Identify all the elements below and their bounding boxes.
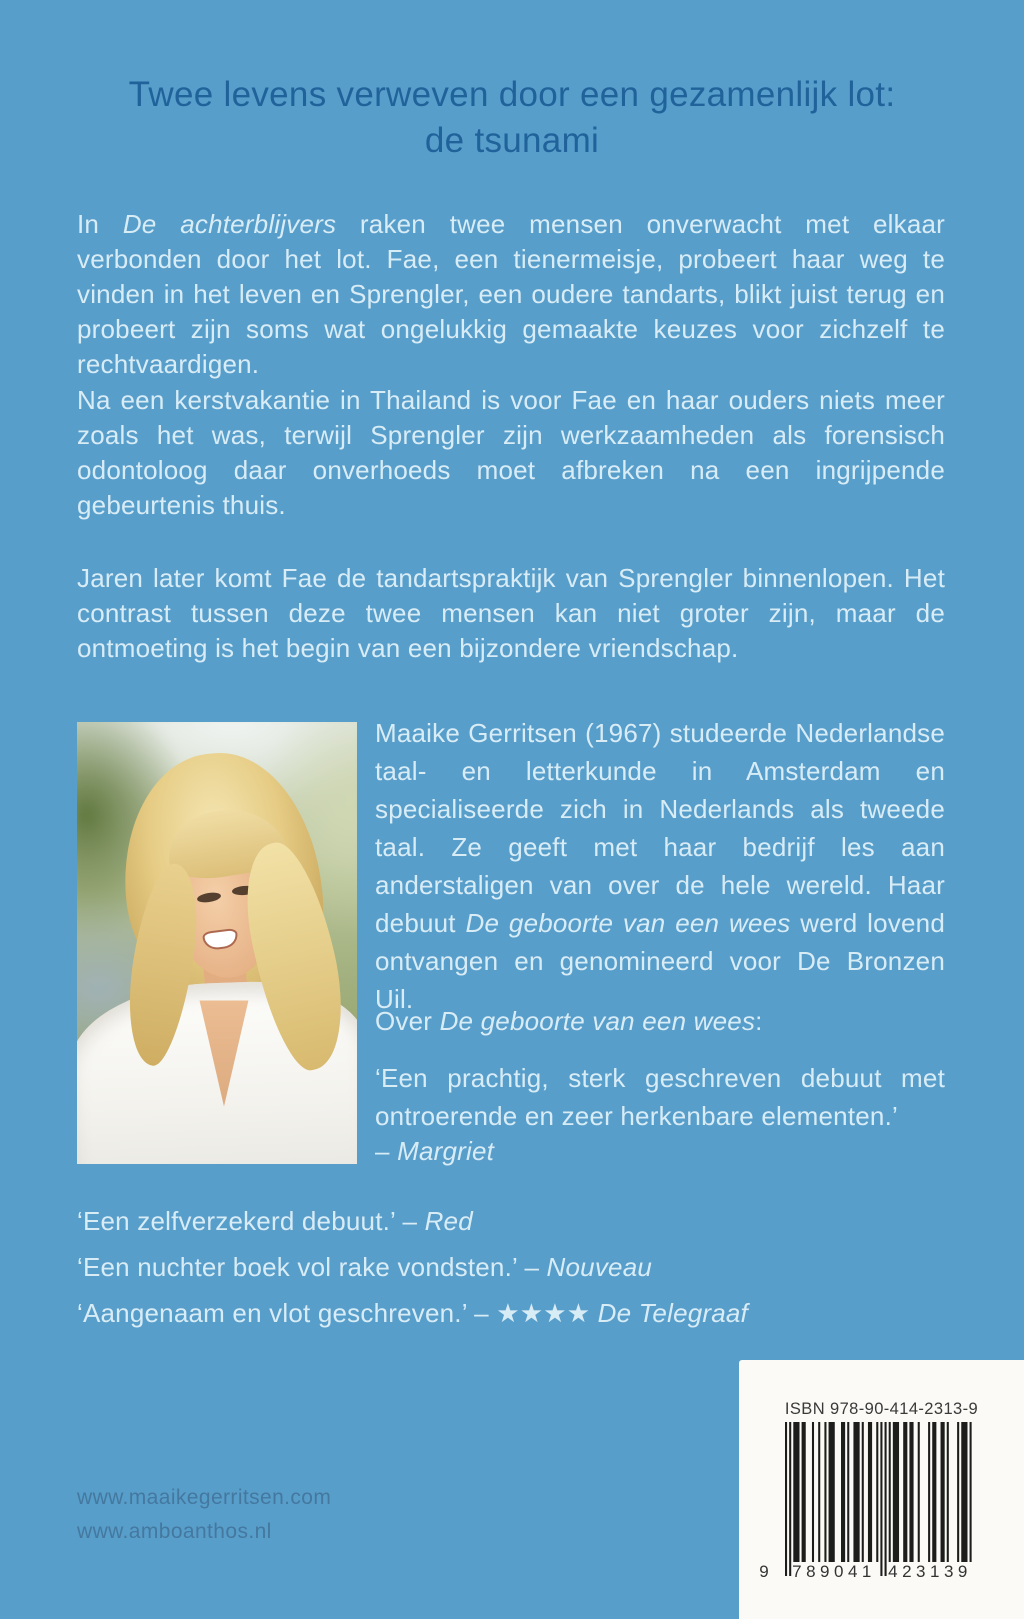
- isbn-label: ISBN 978-90-414-2313-9: [784, 1400, 979, 1418]
- text-segment: ‘Een zelfverzekerd debuut.’ –: [77, 1206, 425, 1236]
- press-quote-nouveau: [77, 1250, 652, 1285]
- text-segment: ‘Een prachtig, sterk geschreven debuut met ontroerende en zeer herkenbare elementen.’: [375, 1063, 945, 1131]
- text-segment: Maaike Gerritsen (1967) studeerde Nederlandse taal- en letterkunde in Amsterdam en specialiseerde zich in Nederlands als tweede taal. Ze geeft met haar bedrijf les aan anderstaligen van over de hele wereld. Haar debuut: [375, 718, 945, 938]
- italic-text-segment: Nouveau: [546, 1252, 653, 1282]
- previous-book-heading: [375, 1004, 945, 1039]
- author-website-url: www.maaikegerritsen.com: [77, 1486, 332, 1509]
- ean13-barcode: [785, 1422, 982, 1576]
- synopsis-paragraph-1: [77, 207, 945, 382]
- synopsis-paragraph-2: [77, 383, 945, 523]
- text-segment: –: [375, 1136, 398, 1166]
- text-segment: Na een kerstvakantie in Thailand is voor Fae en haar ouders niets meer zoals het was, terwijl Sprengler zijn werkzaamheden als forensisch odontoloog daar onverhoeds moet afbreken na een ingrijpende gebeurtenis thuis.: [77, 385, 945, 520]
- text-segment: werd lovend ontvangen en genomineerd voor De Bronzen Uil.: [375, 908, 945, 1014]
- publisher-website-url: www.amboanthos.nl: [77, 1520, 272, 1543]
- text-segment: Over: [375, 1006, 440, 1036]
- cover-tagline-line2: de tsunami: [424, 121, 600, 160]
- author-bio: [375, 714, 945, 1018]
- barcode-digit-group-2: 789041: [792, 1562, 876, 1581]
- italic-text-segment: Red: [424, 1206, 473, 1236]
- press-quote-red: [77, 1204, 473, 1239]
- text-segment: raken twee mensen onverwacht met elkaar verbonden door het lot. Fae, een tienermeisje, probeert haar weg te vinden in het leven en Sprengler, een oudere tandarts, blikt juist terug en probeert zijn soms wat ongelukkig gemaakte keuzes voor zichzelf te rechtvaardigen.: [77, 209, 945, 379]
- barcode-digit-group-1: 9: [759, 1562, 769, 1581]
- barcode-panel: [739, 1360, 1024, 1619]
- italic-text-segment: De geboorte van een wees: [465, 908, 791, 938]
- text-segment: Jaren later komt Fae de tandartspraktijk van Sprengler binnenlopen. Het contrast tussen deze twee mensen kan niet groter zijn, maar de ontmoeting is het begin van een bijzondere vriendschap.: [77, 563, 945, 663]
- italic-text-segment: De geboorte van een wees: [439, 1006, 756, 1036]
- italic-text-segment: Margriet: [397, 1136, 495, 1166]
- italic-text-segment: De achterblijvers: [122, 209, 337, 239]
- cover-tagline: [0, 72, 1024, 164]
- press-quote-telegraaf: [77, 1296, 748, 1331]
- text-segment: In: [77, 209, 123, 239]
- text-segment: ‘Een nuchter boek vol rake vondsten.’ –: [77, 1252, 547, 1282]
- quote-margriet: [375, 1059, 945, 1135]
- quote-margriet-source: [375, 1134, 945, 1169]
- cover-tagline-line1: Twee levens verweven door een gezamenlijk lot:: [128, 75, 896, 114]
- author-photo: [77, 722, 357, 1164]
- synopsis-paragraph-3: [77, 561, 945, 666]
- barcode-digit-group-3: 423139: [888, 1562, 972, 1581]
- italic-text-segment: De Telegraaf: [597, 1298, 748, 1328]
- text-segment: ‘Aangenaam en vlot geschreven.’ – ★★★★: [77, 1298, 598, 1328]
- text-segment: :: [755, 1006, 763, 1036]
